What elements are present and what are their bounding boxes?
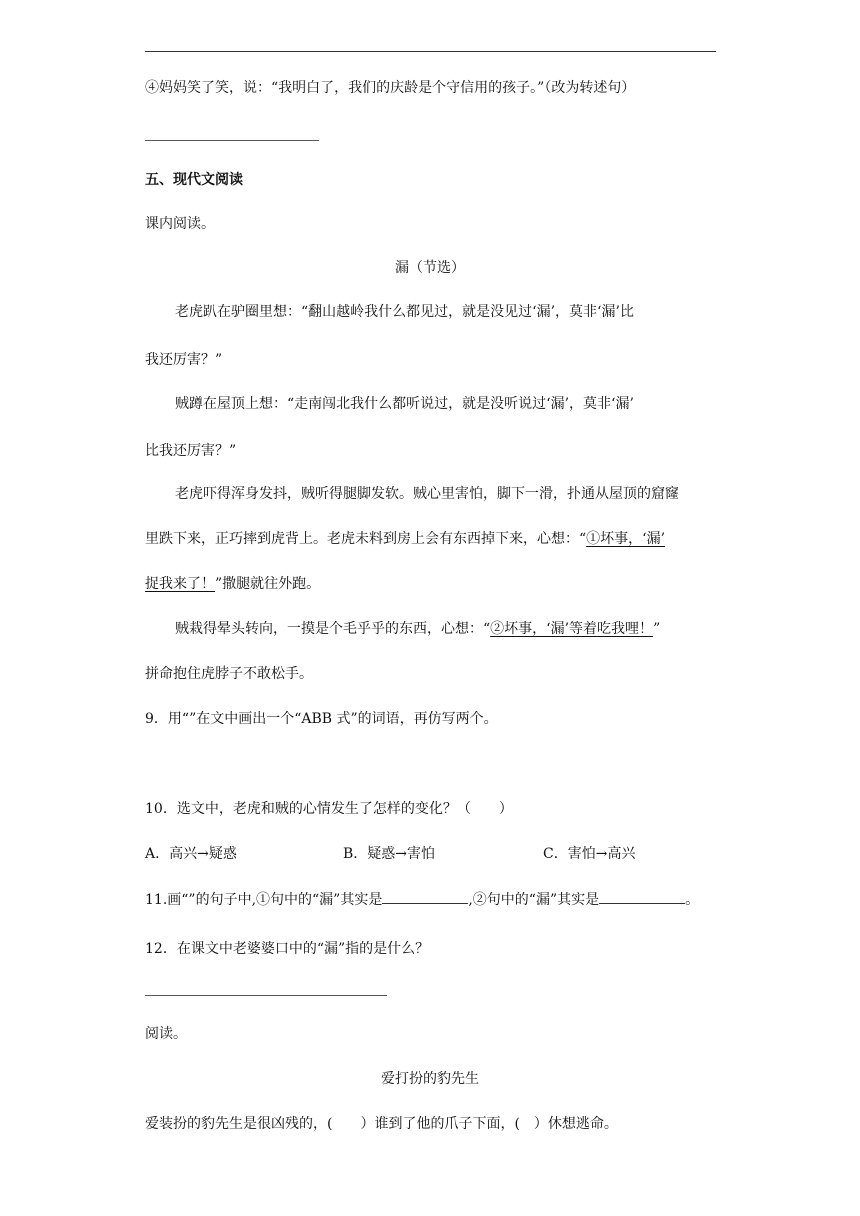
q10-option-b[interactable]: B．疑惑→害怕	[343, 846, 436, 862]
q11-text-c: 。	[685, 892, 700, 908]
question-10: 10．选文中，老虎和贼的心情发生了怎样的变化？（ ）	[145, 801, 513, 817]
q10-option-c[interactable]: C．害怕→高兴	[543, 846, 636, 862]
passage2-title: 爱打扮的豹先生	[381, 1071, 479, 1087]
passage1-p2-line2: 比我还厉害？”	[145, 443, 237, 459]
q11-text-b: ,②句中的“漏”其实是	[468, 892, 600, 908]
passage1-p3-line2	[145, 529, 665, 549]
answer-line-q12[interactable]	[145, 995, 387, 996]
underlined-sentence-1a: ①坏事，‘漏’	[586, 531, 666, 547]
q4-line: ④妈妈笑了笑，说：“我明白了，我们的庆龄是个守信用的孩子。”（改为转述句）	[145, 80, 636, 96]
passage2-line1: 爱装扮的豹先生是很凶残的，( ）谁到了他的爪子下面，( ）休想逃命。	[145, 1116, 618, 1132]
q11-blank-1[interactable]	[382, 889, 468, 904]
passage1-p3-line3-text: ”撒腿就往外跑。	[215, 576, 321, 592]
passage1-p4-line1-end: ”	[653, 621, 661, 637]
top-divider	[145, 51, 716, 52]
passage1-p2-line1: 贼蹲在屋顶上想：“走南闯北我什么都听说过，就是没听说过‘漏’，莫非‘漏’	[175, 396, 634, 412]
passage1-p1-line1: 老虎趴在驴圈里想：“翻山越岭我什么都见过，就是没见过‘漏’，莫非‘漏’比	[175, 304, 634, 320]
q11-text-a: 11.画“”的句子中,①句中的“漏”其实是	[145, 892, 383, 908]
q10-option-a[interactable]: A．高兴→疑惑	[145, 846, 237, 862]
passage1-p4-line1-text: 贼栽得晕头转向，一摸是个毛乎乎的东西，心想：“	[175, 621, 491, 637]
passage1-title: 漏（节选）	[395, 260, 465, 276]
passage1-p1-line2: 我还厉害？”	[145, 352, 223, 368]
section5-title: 五、现代文阅读	[145, 172, 243, 188]
passage1-p3-line3	[145, 574, 320, 594]
q11-blank-2[interactable]	[599, 889, 685, 904]
question-12: 12．在课文中老婆婆口中的“漏”指的是什么？	[145, 941, 430, 957]
passage1-p3-line2-text: 里跌下来，正巧摔到虎背上。老虎未料到房上会有东西掉下来，心想：“	[145, 531, 587, 547]
underlined-sentence-1b: 捉我来了！	[145, 576, 215, 592]
passage1-p4-line1	[175, 619, 660, 639]
question-11	[145, 889, 699, 910]
underlined-sentence-2: ②坏事，‘漏’等着吃我哩！	[490, 621, 654, 637]
question-9: 9．用“”在文中画出一个“ABB 式”的词语，再仿写两个。	[145, 711, 498, 727]
intro-text-2: 阅读。	[145, 1026, 187, 1042]
intro-text-1: 课内阅读。	[145, 216, 215, 232]
answer-line-q4[interactable]	[145, 140, 319, 141]
passage1-p3-line1: 老虎吓得浑身发抖，贼听得腿脚发软。贼心里害怕，脚下一滑，扑通从屋顶的窟窿	[175, 486, 679, 502]
passage1-p4-line2: 拼命抱住虎脖子不敢松手。	[145, 666, 313, 682]
